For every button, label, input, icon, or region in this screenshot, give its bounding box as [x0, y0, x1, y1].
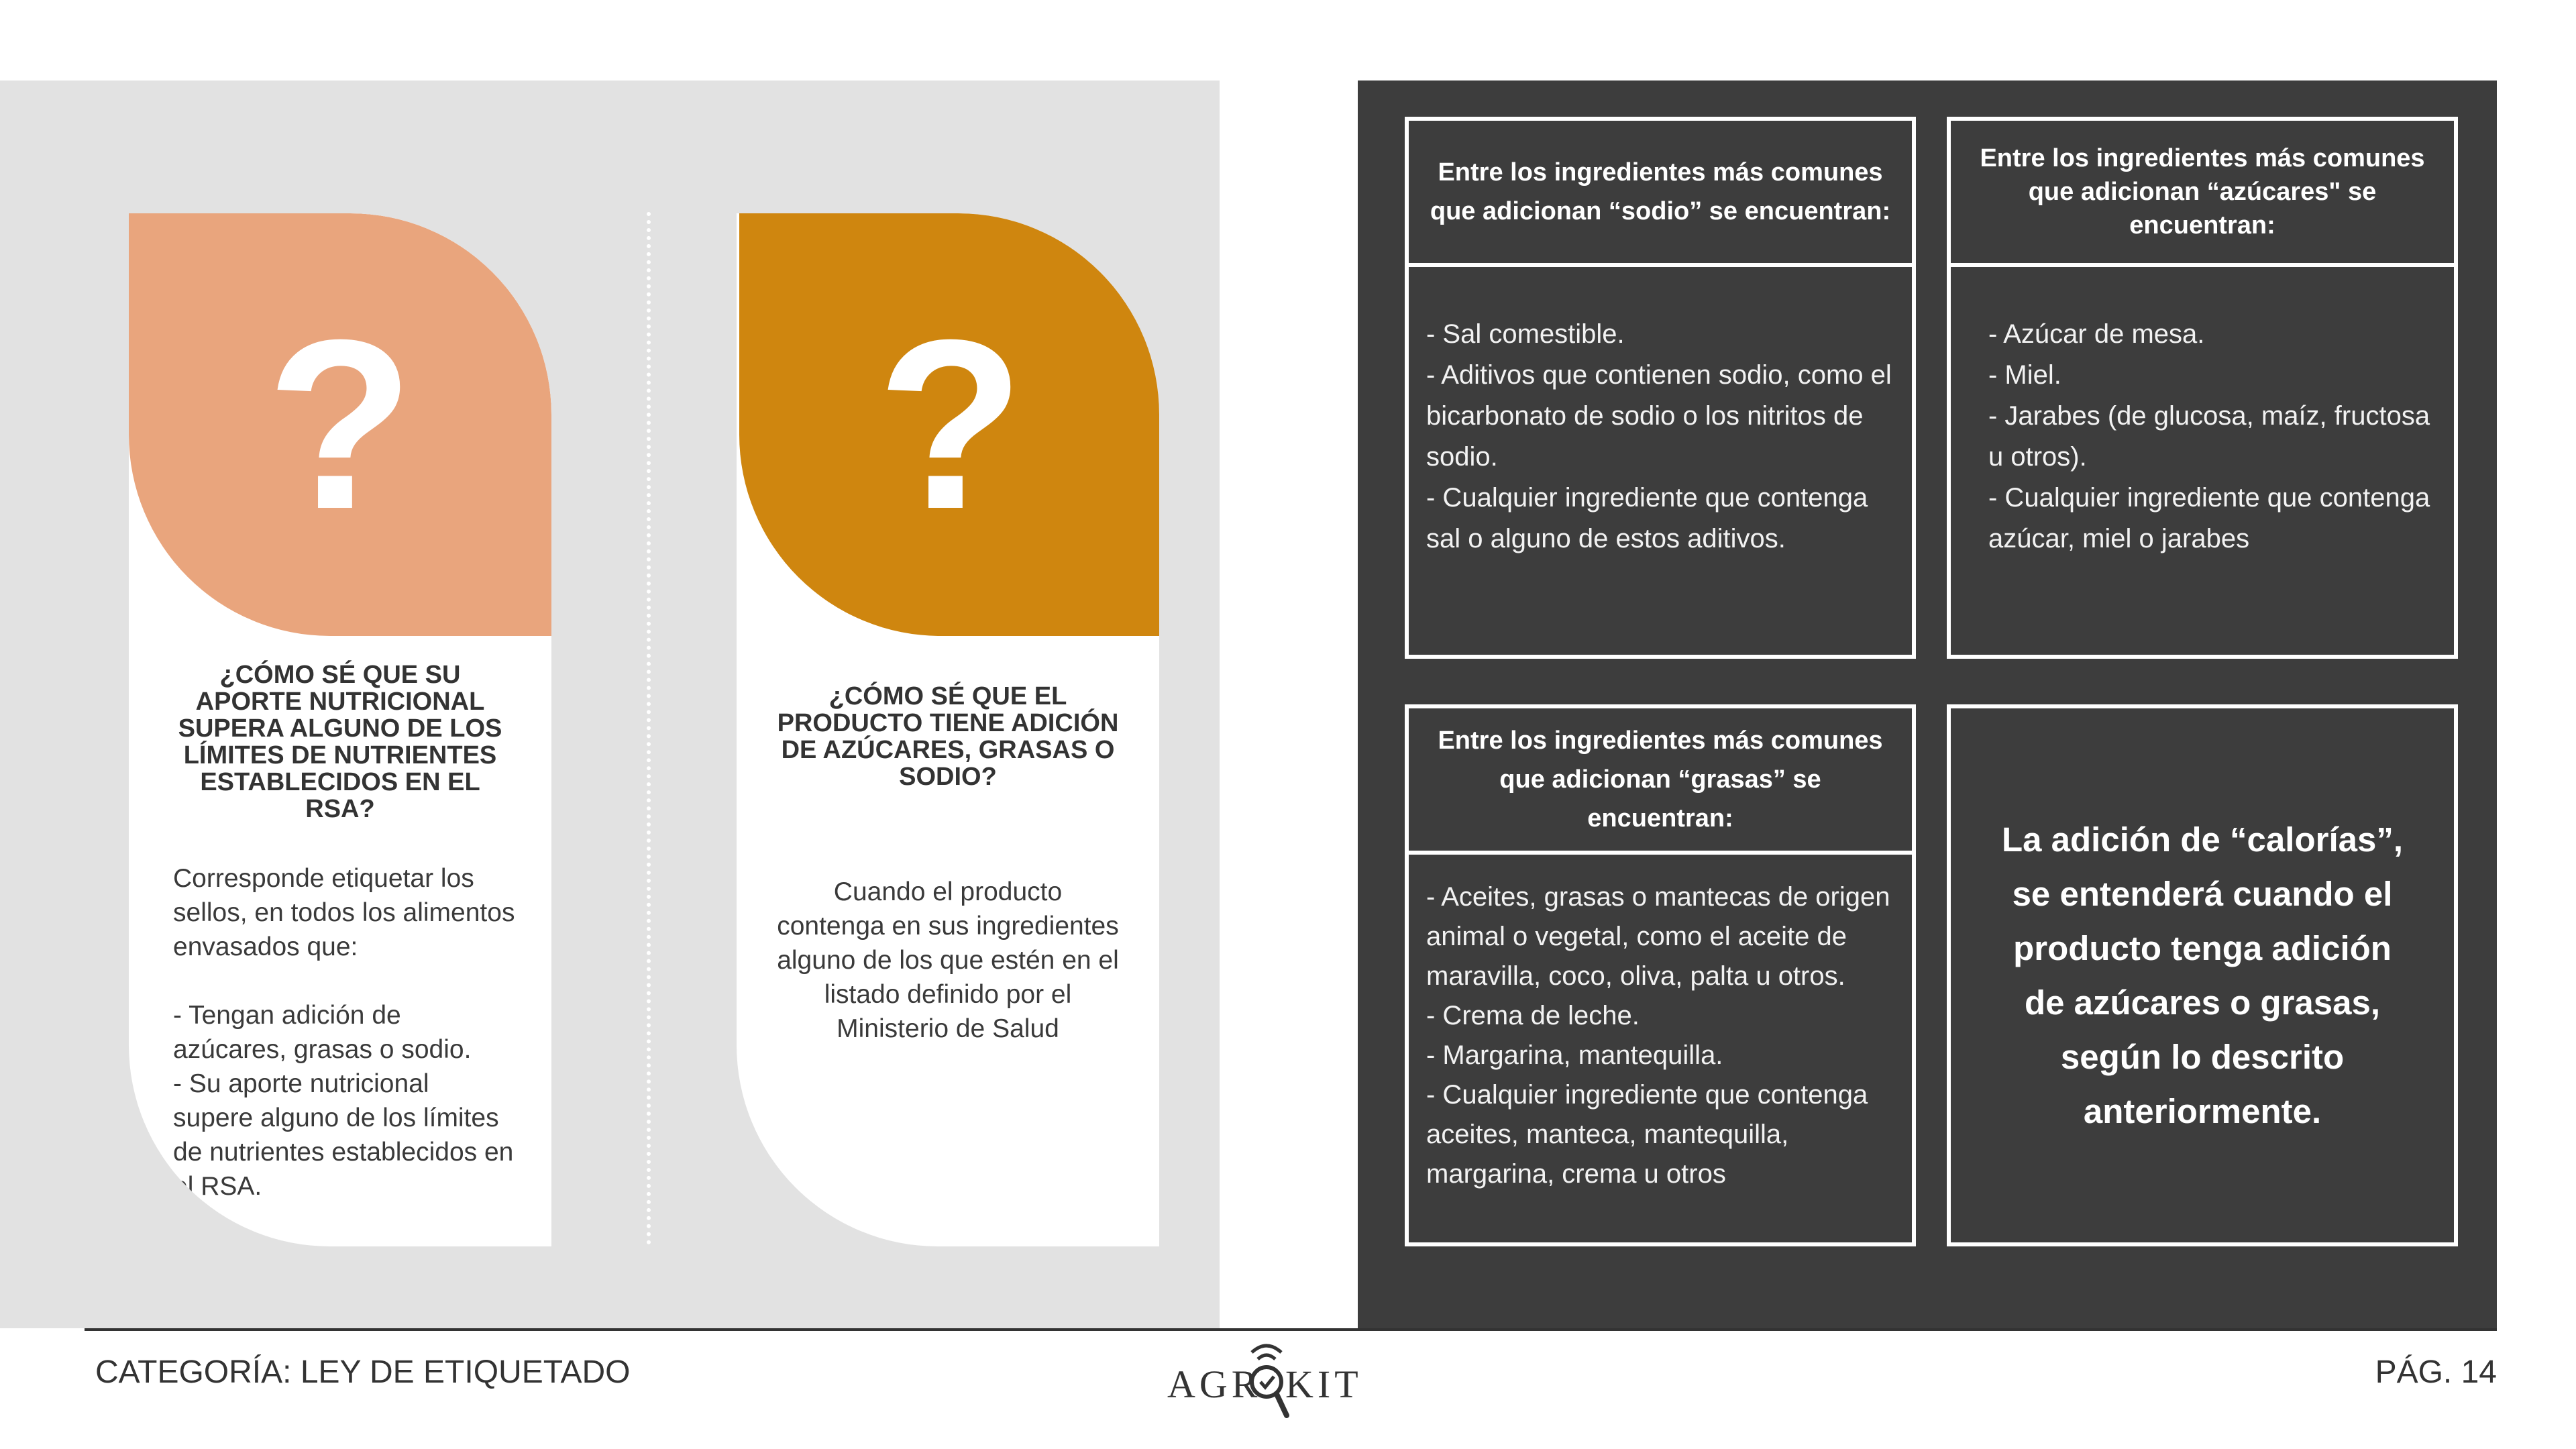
card-body: Cuando el producto contenga en sus ingredientes alguno de los que estén en el listado definido por el Ministerio de Salud: [777, 877, 1126, 1043]
page-number: PÁG. 14: [2375, 1354, 2497, 1390]
agrokit-logo: [1167, 1334, 1368, 1421]
info-card-nutrient-limits: [129, 213, 551, 1246]
question-mark-icon: ?: [266, 290, 414, 559]
card-title: ¿CÓMO SÉ QUE SU APORTE NUTRICIONAL SUPERA ALGUNO DE LOS LÍMITES DE NUTRIENTES ESTABLECIDOS EN EL RSA?: [178, 661, 502, 823]
logo-word-right: KIT: [1285, 1362, 1362, 1406]
logo-word-left: AGR: [1167, 1362, 1262, 1406]
box-body: - Sal comestible. - Aditivos que contienen sodio, como el bicarbonato de sodio o los nitritos de sodio. - Cualquier ingrediente que contenga sal o alguno de estos aditivos.: [1426, 319, 1892, 553]
info-card-added-ingredients: [737, 213, 1159, 1246]
card-body: Corresponde etiquetar los sellos, en todos los alimentos envasados que: - Tengan adición de azúcares, grasas o sodio. - Su aporte nutricional supere alguno de los límites de nutrientes establecidos en el RSA.: [173, 864, 515, 1201]
box-heading: Entre los ingredientes más comunes que adicionan “azúcares" se encuentran:: [1951, 121, 2454, 267]
category-label: CATEGORÍA: LEY DE ETIQUETADO: [95, 1354, 631, 1390]
box-body: - Aceites, grasas o mantecas de origen animal o vegetal, como el aceite de maravilla, coco, oliva, palta u otros. - Crema de leche. - Margarina, mantequilla. - Cualquier ingrediente que contenga aceites, manteca, mantequilla, margarina, crema u otros: [1426, 882, 1890, 1189]
box-body: - Azúcar de mesa. - Miel. - Jarabes (de glucosa, maíz, fructosa u otros). - Cualquier ingrediente que contenga azúcar, miel o jarabes: [1988, 319, 2430, 553]
leaf-accent-mustard: [739, 213, 1159, 636]
leaf-accent-salmon: [129, 213, 551, 636]
box-azucares: [1947, 117, 2458, 659]
box-heading: Entre los ingredientes más comunes que adicionan “sodio” se encuentran:: [1409, 121, 1912, 267]
card-title: ¿CÓMO SÉ QUE EL PRODUCTO TIENE ADICIÓN DE AZÚCARES, GRASAS O SODIO?: [777, 682, 1119, 791]
calorias-statement: La adición de “calorías”, se entenderá cuando el producto tenga adición de azúcares o grasas, según lo descrito anteriormente.: [2001, 820, 2404, 1130]
box-sodio: [1405, 117, 1916, 659]
question-mark-icon: ?: [877, 290, 1024, 559]
box-grasas: [1405, 704, 1916, 1246]
box-calorias: [1947, 704, 2458, 1246]
footer-rule: [85, 1328, 2497, 1331]
box-heading: Entre los ingredientes más comunes que adicionan “grasas” se encuentran:: [1409, 708, 1912, 855]
dotted-divider: [647, 212, 651, 1245]
